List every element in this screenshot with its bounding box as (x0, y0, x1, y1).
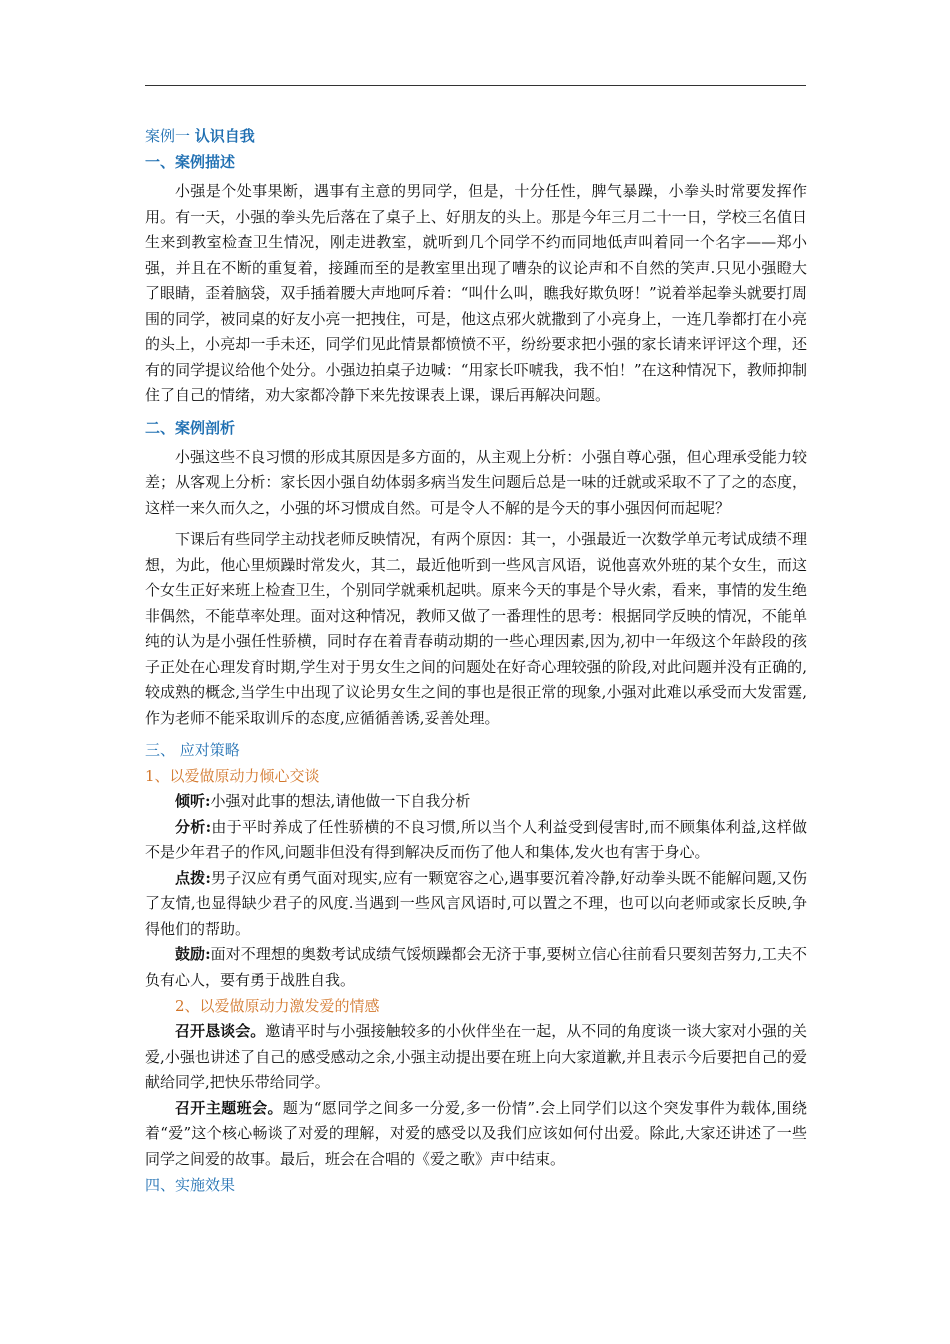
section-3-subheading-2: 2、以爱做原动力激发爱的情感 (175, 997, 380, 1015)
meeting-label: 召开主题班会。 (175, 1098, 283, 1117)
encourage-text: 面对不理想的奥数考试成绩气馁烦躁都会无济于事,要树立信心往前看只要刻苦努力,工夫不负有心人，要有勇于战胜自我。 (145, 945, 807, 989)
section-3-heading: 三、 应对策略 (145, 741, 240, 759)
encourage-paragraph (145, 942, 807, 993)
section-2-paragraph-2: 下课后有些同学主动找老师反映情况，有两个原因：其一，小强最近一次数学单元考试成绩不理想，为此，他心里烦躁时常发火，其二，最近他听到一些风言风语，说他喜欢外班的某个女生，而这个女生正好来班上检查卫生，个别同学就乘机起哄。原来今天的事是个导火索，看来，事情的发生绝非偶然，不能草率处理。面对这种情况，教师又做了一番理性的思考：根据同学反映的情况，不能单纯的认为是小强任性骄横，同时存在着青春萌动期的一些心理因素,因为,初中一年级这个年龄段的孩子正处在心理发育时期,学生对于男女生之间的问题处在好奇心理较强的阶段,对此问题并没有正确的,较成熟的概念,当学生中出现了议论男女生之间的事也是很正常的现象,小强对此难以承受而大发雷霆,作为老师不能采取训斥的态度,应循循善诱,妥善处理。 (145, 530, 807, 727)
forum-paragraph (145, 1019, 807, 1096)
meeting-paragraph (145, 1096, 807, 1173)
listen-text: 小强对此事的想法,请他做一下自我分析 (210, 792, 471, 810)
listen-paragraph (145, 789, 807, 815)
analysis-label: 分析: (175, 817, 212, 836)
section-3-subheading-1: 1、以爱做原动力倾心交谈 (145, 767, 320, 785)
analysis-text: 由于平时养成了任性骄横的不良习惯,所以当个人利益受到侵害时,而不顾集体利益,这样做不是少年君子的作风,问题非但没有得到解决反而伤了他人和集体,发火也有害于身心。 (145, 817, 807, 861)
case-title-prefix: 案例一 (145, 127, 191, 145)
forum-label: 召开恳谈会。 (175, 1022, 266, 1040)
case-title-name: 认识自我 (194, 127, 255, 145)
header-rule (145, 85, 806, 86)
listen-label: 倾听: (175, 792, 211, 810)
encourage-label: 鼓励: (175, 945, 211, 963)
section-1-paragraph: 小强是个处事果断，遇事有主意的男同学，但是，十分任性，脾气暴躁，小拳头时常要发挥作用。有一天，小强的拳头先后落在了桌子上、好朋友的头上。那是今年三月二十一日，学校三名值日生来到教室检查卫生情况，刚走进教室，就听到几个同学不约而同地低声叫着同一个名字——郑小强，并且在不断的重复着，接踵而至的是教室里出现了嘈杂的议论声和不自然的笑声.只见小强瞪大了眼睛，歪着脑袋，双手插着腰大声地呵斥着：“叫什么叫，瞧我好欺负呀！”说着举起拳头就要打周围的同学，被同桌的好友小亮一把拽住，可是，他这点邪火就撒到了小亮身上，一连几拳都打在小亮的头上，小亮却一手未还，同学们见此情景都愤愤不平，纷纷要求把小强的家长请来评评这个理，还有的同学提议给他个处分。小强边拍桌子边喊：“用家长吓唬我，我不怕！”在这种情况下，教师抑制住了自己的情绪，劝大家都冷静下来先按课表上课，课后再解决问题。 (145, 182, 807, 404)
analysis-paragraph (145, 815, 807, 866)
guide-label: 点拨: (175, 868, 211, 887)
case-title (145, 123, 807, 149)
section-2-heading: 二、案例剖析 (145, 418, 236, 437)
section-1-heading: 一、案例描述 (145, 153, 236, 171)
guide-paragraph (145, 866, 807, 943)
section-4-heading: 四、实施效果 (145, 1176, 236, 1194)
guide-text: 男子汉应有勇气面对现实,应有一颗宽容之心,遇事要沉着冷静,好动拳头既不能解问题,又伤了友情,也显得缺少君子的风度.当遇到一些风言风语时,可以置之不理，也可以向老师或家长反映,争得他们的帮助。 (145, 868, 807, 938)
forum-text: 邀请平时与小强接触较多的小伙伴坐在一起，从不同的角度谈一谈大家对小强的关爱,小强也讲述了自己的感受感动之余,小强主动提出要在班上向大家道歉,并且表示今后要把自己的爱献给同学,把快乐带给同学。 (145, 1022, 807, 1091)
document-body (145, 123, 807, 1198)
section-2-paragraph-1: 小强这些不良习惯的形成其原因是多方面的，从主观上分析：小强自尊心强，但心理承受能力较差；从客观上分析：家长因小强自幼体弱多病当发生问题后总是一味的迁就或采取不了了之的态度，这样一来久而久之，小强的坏习惯成自然。可是令人不解的是今天的事小强因何而起呢？ (145, 447, 807, 517)
meeting-text: 题为“愿同学之间多一分爱,多一份情”.会上同学们以这个突发事件为载体,围绕着“爱”这个核心畅谈了对爱的理解，对爱的感受以及我们应该如何付出爱。除此,大家还讲述了一些同学之间爱的故事。最后，班会在合唱的《爱之歌》声中结束。 (145, 1098, 807, 1168)
